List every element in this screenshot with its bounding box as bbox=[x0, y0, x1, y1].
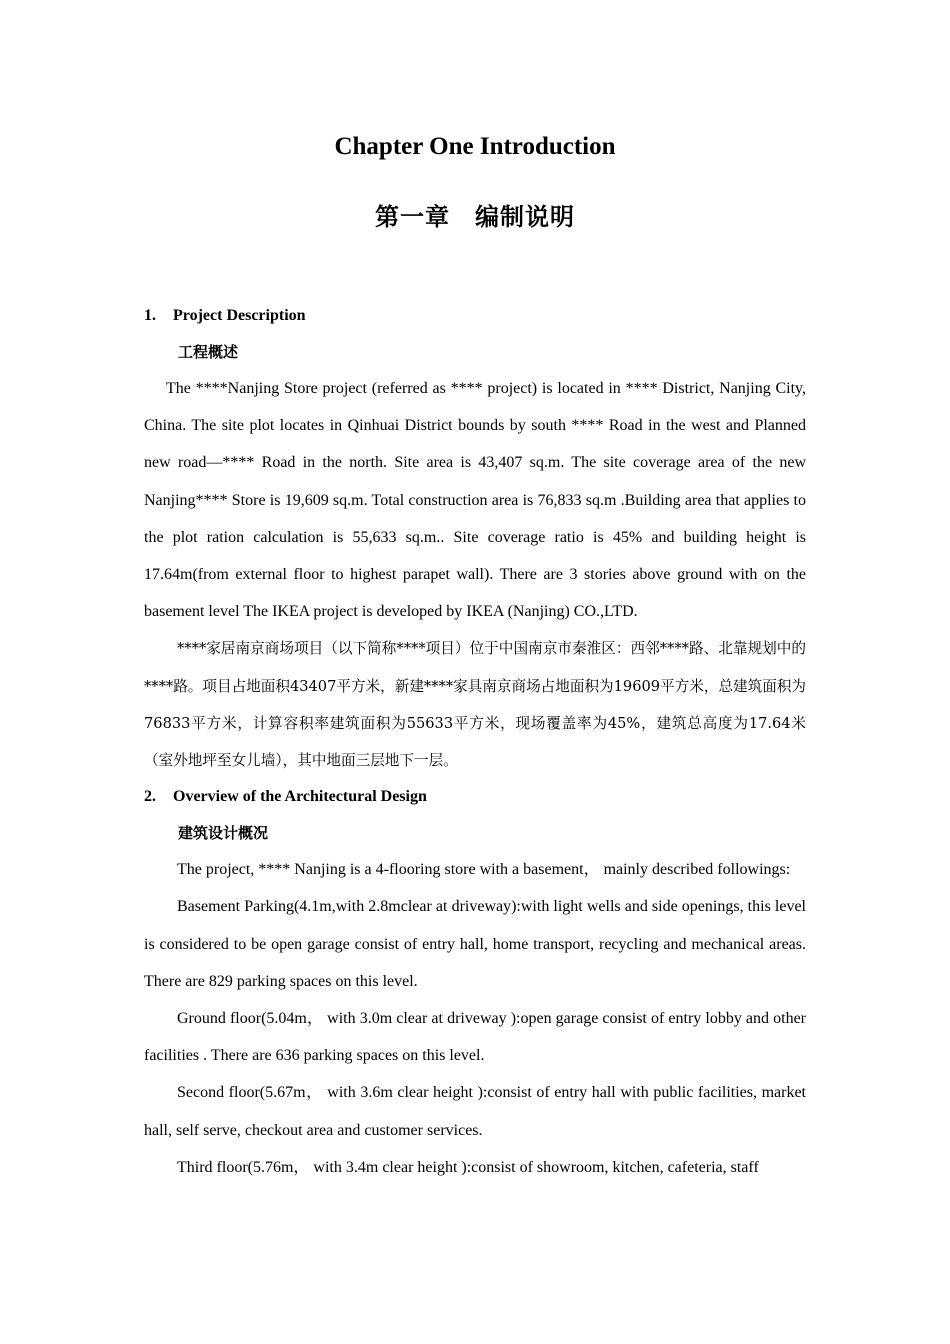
chapter-title-en: Chapter One Introduction bbox=[334, 133, 616, 160]
section-1-heading bbox=[144, 298, 806, 334]
section-2-paragraph: Third floor(5.76m， with 3.4m clear height ):consist of showroom, kitchen, cafeteria, staff bbox=[177, 1158, 759, 1176]
document-body bbox=[144, 298, 806, 1186]
chapter-title-cn: 第一章 编制说明 bbox=[375, 203, 575, 231]
section-1-number: 1. bbox=[144, 307, 156, 324]
section-1-paragraph-cn: ****家居南京商场项目（以下简称****项目）位于中国南京市秦淮区：西邻****路、北靠规划中的****路。项目占地面积43407平方米，新建****家具南京商场占地面积为19609平方米，总建筑面积为76833平方米，计算容积率建筑面积为55633平方米，现场覆盖率为45%，建筑总高度为17.64米（室外地坪至女儿墙），其中地面三层地下一层。 bbox=[144, 640, 807, 770]
section-1-paragraph-en: The ****Nanjing Store project (referred as **** project) is located in **** District, Nanjing City, China. The site plot locates in Qinhuai District bounds by south **** Road in the west and Planned new road—**** Road in the north. Site area is 43,407 sq.m. The site coverage area of the new Nanjing**** Store is 19,609 sq.m. Total construction area is 76,833 sq.m .Building area that applies to the plot ration calculation is 55,633 sq.m.. Site coverage ratio is 45% and building height is 17.64m(from external floor to highest parapet wall). There are 3 stories above ground with on the basement level The IKEA project is developed by IKEA (Nanjing) CO.,LTD. bbox=[144, 380, 806, 621]
section-2-paragraph: Ground floor(5.04m， with 3.0m clear at driveway ):open garage consist of entry lobby and other facilities . There are 636 parking spaces on this level. bbox=[144, 1010, 806, 1065]
section-1-subheading-cn: 工程概述 bbox=[178, 343, 239, 361]
section-2-paragraph: Second floor(5.67m， with 3.6m clear height ):consist of entry hall with public facilities, market hall, self serve, checkout area and customer services. bbox=[144, 1084, 806, 1139]
section-2-heading bbox=[144, 779, 806, 815]
section-2-number: 2. bbox=[144, 788, 156, 806]
section-2-paragraph: The project, **** Nanjing is a 4-flooring store with a basement， mainly described followings: bbox=[177, 861, 791, 879]
section-1-title: Project Description bbox=[173, 307, 306, 324]
section-2-paragraph: Basement Parking(4.1m,with 2.8mclear at driveway):with light wells and side openings, this level is considered to be open garage consist of entry hall, home transport, recycling and mechanical areas. There are 829 parking spaces on this level. bbox=[144, 898, 806, 990]
section-2-subheading-cn: 建筑设计概况 bbox=[178, 824, 269, 843]
section-2-title: Overview of the Architectural Design bbox=[173, 788, 427, 806]
